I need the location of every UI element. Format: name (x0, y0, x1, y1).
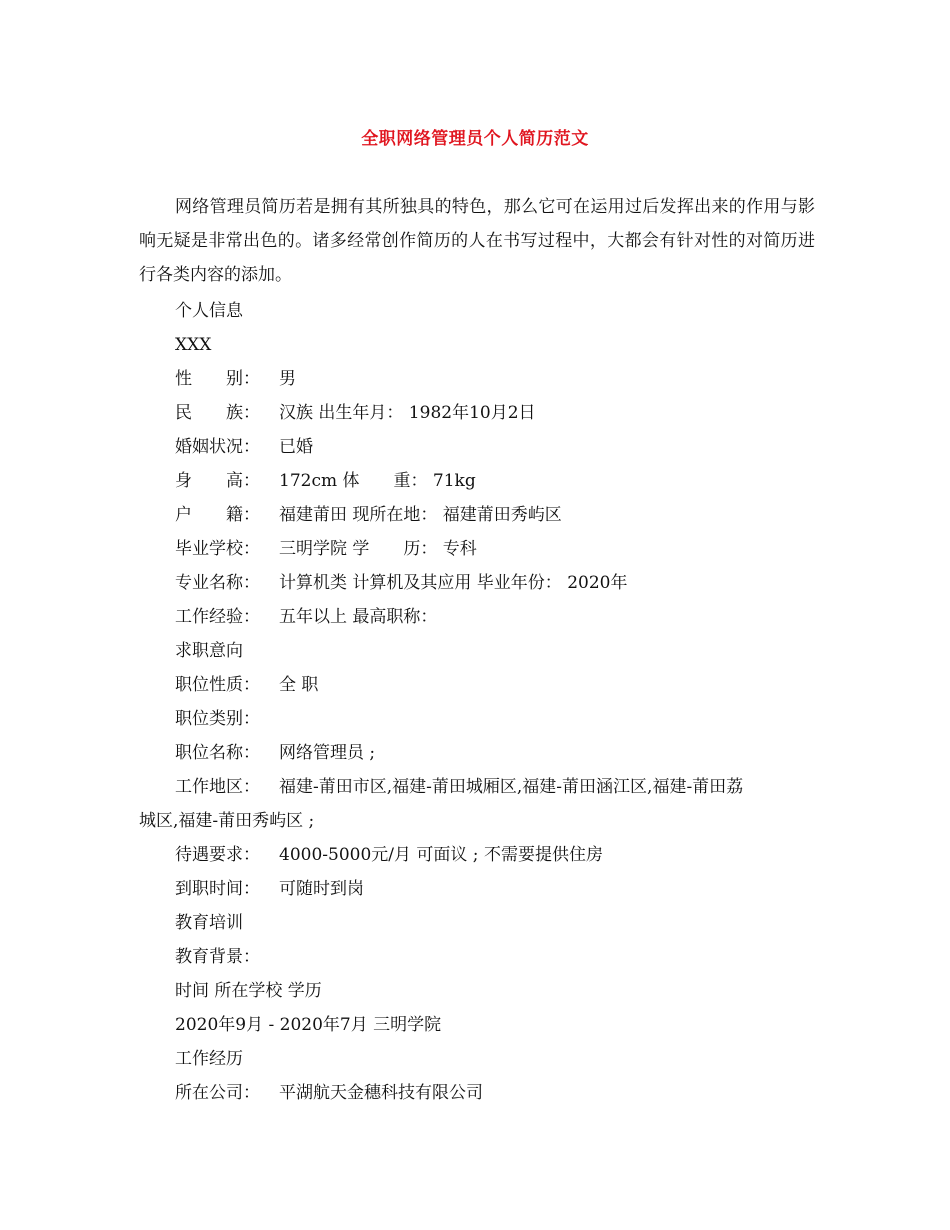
field-label: 待遇要求： (175, 845, 260, 865)
field-value: 可随时到岗 (279, 879, 364, 899)
field-major (175, 566, 627, 600)
field-job-arrival (175, 872, 364, 906)
field-value: 已婚 (279, 437, 313, 457)
section-heading-job: 求职意向 (175, 641, 243, 661)
field-label: 民 族： (175, 403, 260, 423)
field-ethnicity (175, 396, 536, 430)
field-value: 三明学院 学 历： 专科 (279, 539, 477, 559)
section-heading-education: 教育培训 (175, 913, 243, 933)
applicant-name: XXX (175, 335, 212, 355)
field-label: 工作经验： (175, 607, 260, 627)
section-heading-personal: 个人信息 (175, 301, 243, 321)
field-label: 职位名称： (175, 743, 260, 763)
field-value: 汉族 出生年月： 1982年10月2日 (279, 403, 536, 423)
field-height (175, 464, 476, 498)
field-label: 婚姻状况： (175, 437, 260, 457)
field-job-region-continued: 城区,福建-莆田秀屿区 ; (139, 811, 315, 831)
field-experience (175, 600, 437, 634)
document-title: 全职网络管理员个人简历范文 (361, 129, 589, 149)
field-label: 性 别： (175, 369, 260, 389)
field-label: 工作地区： (175, 777, 260, 797)
field-value: 172cm 体 重： 71kg (279, 471, 476, 491)
field-value: 4000-5000元/月 可面议 ; 不需要提供住房 (279, 845, 603, 865)
field-label: 身 高： (175, 471, 260, 491)
field-value: 男 (279, 369, 296, 389)
intro-paragraph: 网络管理员简历若是拥有其所独具的特色，那么它可在运用过后发挥出来的作用与影响无疑是非常出色的。诸多经常创作简历的人在书写过程中，大都会有针对性的对简历进行各类内容的添加。 (139, 197, 815, 285)
field-value: 福建-莆田市区,福建-莆田城厢区,福建-莆田涵江区,福建-莆田荔 (279, 777, 744, 797)
field-hukou (175, 498, 562, 532)
field-school (175, 532, 477, 566)
field-label: 专业名称： (175, 573, 260, 593)
field-value: 平湖航天金穗科技有限公司 (279, 1083, 483, 1103)
field-job-nature (175, 668, 318, 702)
field-work-company (175, 1076, 483, 1110)
education-columns: 时间 所在学校 学历 (175, 981, 322, 1001)
field-job-region (175, 770, 743, 804)
field-label: 职位类别： (175, 709, 260, 729)
field-value: 五年以上 最高职称： (279, 607, 438, 627)
field-label: 职位性质： (175, 675, 260, 695)
education-background-label: 教育背景： (175, 947, 260, 967)
field-job-category (175, 702, 279, 736)
section-heading-work: 工作经历 (175, 1049, 243, 1069)
field-label: 所在公司： (175, 1083, 260, 1103)
field-value: 计算机类 计算机及其应用 毕业年份： 2020年 (279, 573, 628, 593)
field-value: 福建莆田 现所在地： 福建莆田秀屿区 (279, 505, 562, 525)
field-value: 网络管理员 ; (279, 743, 376, 763)
field-label: 到职时间： (175, 879, 260, 899)
field-label: 毕业学校： (175, 539, 260, 559)
field-job-position (175, 736, 375, 770)
field-marital (175, 430, 313, 464)
education-row: 2020年9月 - 2020年7月 三明学院 (175, 1015, 442, 1035)
field-gender (175, 362, 296, 396)
field-value: 全 职 (279, 675, 319, 695)
field-label: 户 籍： (175, 505, 260, 525)
field-job-salary (175, 838, 603, 872)
